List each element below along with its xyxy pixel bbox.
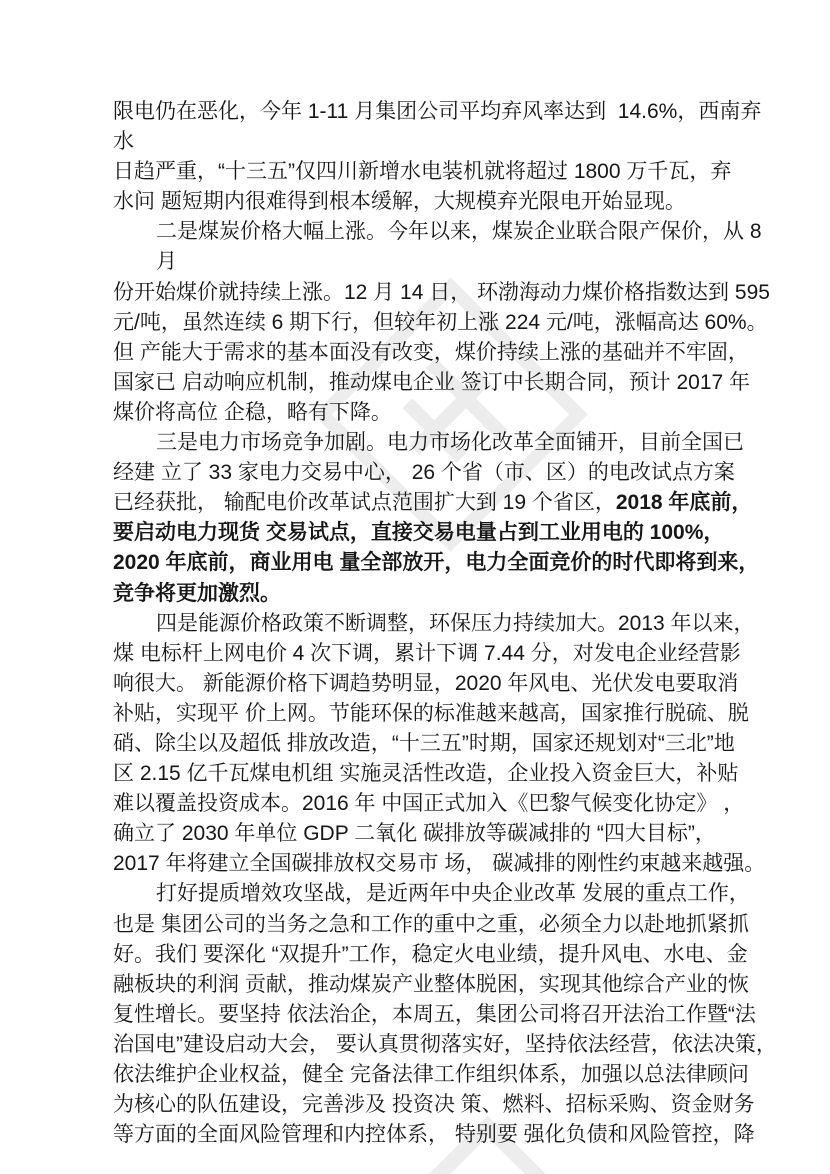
- text-line: [113, 879, 773, 909]
- text-line: [113, 488, 773, 518]
- text-line: [113, 759, 773, 789]
- text-line: [113, 910, 773, 940]
- text-segment: 难以覆盖投资成本。2016 年 中国正式加入《巴黎气候变化协定》 ，: [113, 792, 745, 816]
- text-segment: 2017 年将建立全国碳排放权交易市 场， 碳减排的刚性约束越来越强。: [113, 852, 766, 876]
- text-segment: 补贴，实现平 价上网。节能环保的标准越来越高，国家推行脱硫、脱: [113, 701, 749, 725]
- text-line: [113, 368, 773, 398]
- text-segment: 三是电力市场竞争加剧。电力市场化改革全面铺开，目前全国已: [156, 431, 744, 455]
- text-segment: 限电仍在恶化，今年 1-11 月集团公司平均弃风率达到 14.6%，西南弃: [113, 100, 762, 123]
- text-segment: 已经获批， 输配电价改革试点范围扩大到 19 个省区，: [113, 491, 616, 515]
- text-segment: 硝、除尘以及超低 排放改造，“十三五”时期，国家还规划对“三北”地: [113, 731, 735, 755]
- text-line: [113, 1000, 773, 1030]
- text-line: [113, 699, 773, 729]
- text-line: [113, 217, 773, 247]
- text-segment: 但 产能大于需求的基本面没有改变，煤价持续上涨的基础并不牢固，: [113, 340, 749, 364]
- text-segment: 煤价将高位 企稳，略有下降。: [113, 400, 392, 424]
- text-line: [113, 278, 773, 308]
- text-line: [113, 940, 773, 970]
- text-segment: 份开始煤价就持续上涨。12 月 14 日， 环渤海动力煤价格指数达到 595: [113, 280, 770, 304]
- bold-text-segment: 2018 年底前，: [615, 491, 753, 515]
- text-segment: 经建 立了 33 家电力交易中心， 26 个省（市、区）的电改试点方案: [113, 461, 735, 485]
- text-line: [113, 579, 773, 609]
- text-line: [113, 609, 773, 639]
- bold-text-segment: 2020 年底前，商业用电 量全部放开，电力全面竞价的时代即将到来，: [113, 551, 760, 575]
- text-segment: 复性增长。要坚持 依法治企，本周五，集团公司将召开法治工作暨“法: [113, 1002, 756, 1026]
- text-line: [113, 1120, 773, 1150]
- text-line: [113, 157, 773, 187]
- bold-text-segment: 要启动电力现货 交易试点，直接交易电量占到工业用电的 100%，: [113, 521, 725, 545]
- text-segment: 区 2.15 亿千瓦煤电机组 实施灵活性改造，企业投入资金巨大，补贴: [113, 762, 739, 786]
- text-line: [113, 187, 773, 217]
- text-segment: 打好提质增效攻坚战，是近两年中央企业改革 发展的重点工作，: [156, 882, 750, 906]
- text-segment: 日趋严重，“十三五”仅四川新增水电装机就将超过 1800 万千瓦，弃: [113, 160, 732, 184]
- text-segment: 依法维护企业权益，健全 完备法律工作组织体系，加强以总法律顾问: [113, 1063, 749, 1086]
- text-line: [113, 398, 773, 428]
- text-line: [113, 548, 773, 578]
- text-segment: 二是煤炭价格大幅上涨。今年以来，煤炭企业联合限产保价，从 8: [156, 220, 762, 244]
- text-segment: 好。我们 要深化 “双提升”工作，稳定火电业绩，提升风电、水电、金: [113, 942, 748, 966]
- text-line: [113, 1090, 773, 1120]
- text-segment: 月: [156, 250, 177, 274]
- document-body: [113, 97, 777, 1150]
- text-line: [113, 789, 773, 819]
- text-line: [113, 458, 773, 488]
- text-segment: 响很大。 新能源价格下调趋势明显，2020 年风电、光伏发电要取消: [113, 671, 739, 695]
- text-line: [113, 338, 773, 368]
- text-line: [113, 97, 773, 127]
- text-line: [113, 849, 773, 879]
- text-line: [113, 247, 773, 277]
- text-line: [113, 428, 773, 458]
- text-segment: 等方面的全面风险管理和内控体系， 特别要 强化负债和风险管控，降: [113, 1123, 755, 1147]
- text-segment: 为核心的队伍建设，完善涉及 投资决 策、燃料、招标采购、资金财务: [113, 1093, 755, 1117]
- text-segment: 治国电”建设启动大会， 要认真贯彻落实好，坚持依法经营，依法决策，: [113, 1032, 777, 1056]
- text-line: [113, 1060, 773, 1090]
- text-line: [113, 1030, 777, 1060]
- text-segment: 四是能源价格政策不断调整，环保压力持续加大。2013 年以来，: [156, 611, 755, 635]
- text-line: [113, 127, 773, 157]
- bold-text-segment: 竞争将更加激烈。: [113, 581, 281, 605]
- text-segment: 水: [113, 130, 134, 154]
- text-line: [113, 970, 773, 1000]
- text-line: [113, 669, 773, 699]
- text-segment: 融板块的利润 贡献，推动煤炭产业整体脱困，实现其他综合产业的恢: [113, 972, 749, 996]
- text-segment: 煤 电标杆上网电价 4 次下调，累计下调 7.44 分，对发电企业经营影: [113, 641, 741, 665]
- text-segment: 也是 集团公司的当务之急和工作的重中之重，必须全力以赴地抓紧抓: [113, 912, 749, 936]
- text-line: [113, 819, 773, 849]
- text-line: [113, 729, 773, 759]
- text-segment: 元/吨，虽然连续 6 期下行，但较年初上涨 224 元/吨，涨幅高达 60%。: [113, 310, 768, 334]
- text-segment: 国家已 启动响应机制，推动煤电企业 签订中长期合同，预计 2017 年: [113, 370, 751, 394]
- text-line: [113, 639, 773, 669]
- text-segment: 水问 题短期内很难得到根本缓解，大规模弃光限电开始显现。: [113, 190, 686, 214]
- text-line: [113, 518, 773, 548]
- text-segment: 确立了 2030 年单位 GDP 二氧化 碳排放等碳减排的 “四大目标”，: [113, 822, 716, 846]
- text-line: [113, 308, 773, 338]
